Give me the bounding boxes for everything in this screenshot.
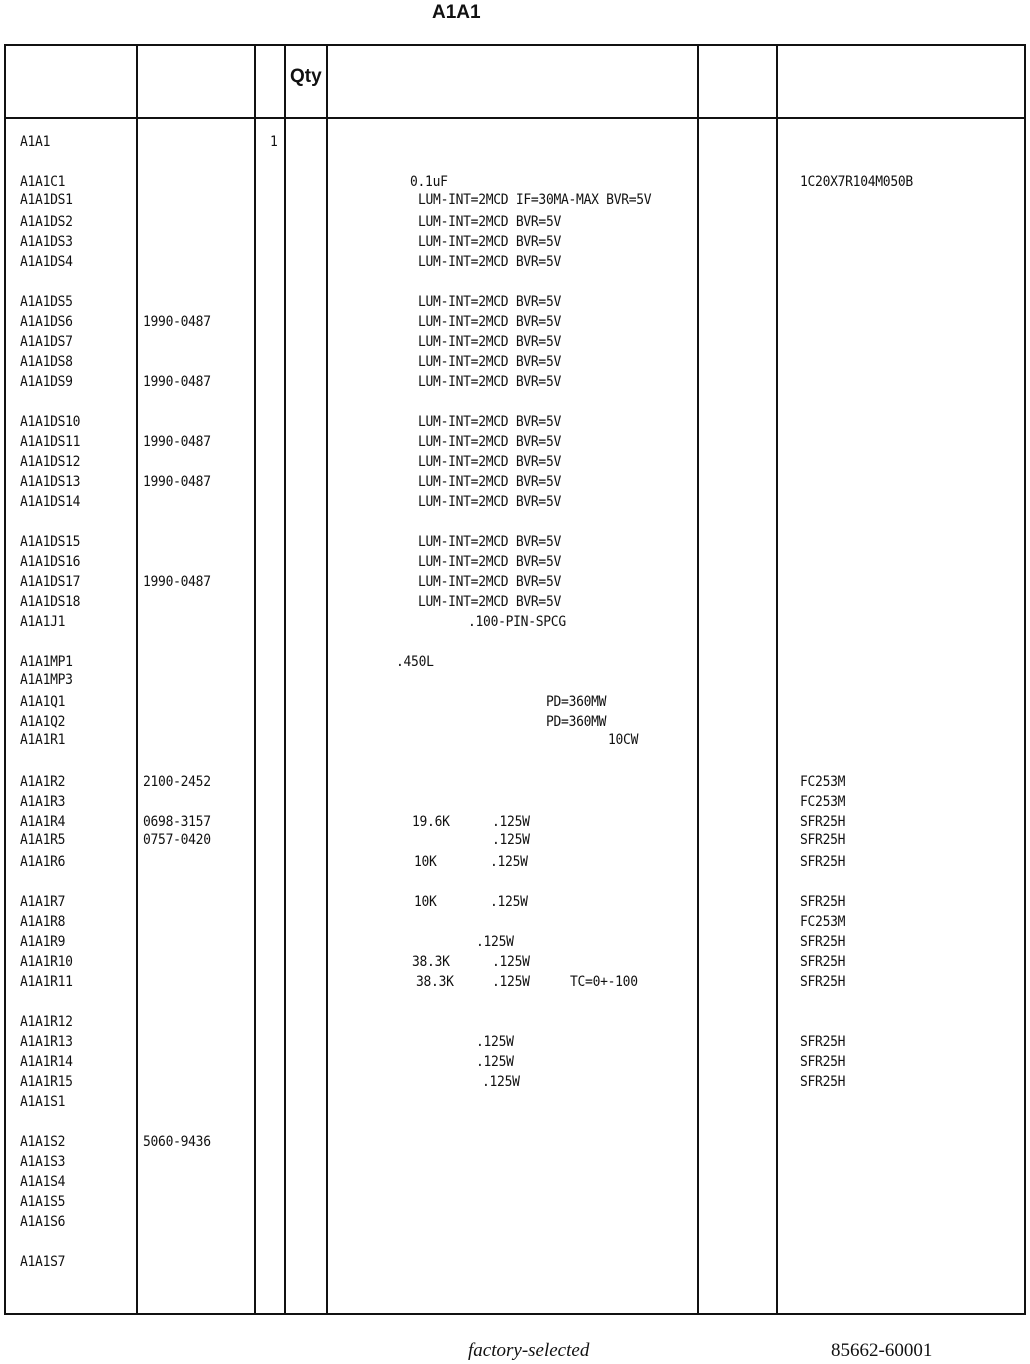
table-row bbox=[0, 831, 1030, 851]
reference-designator: A1A1DS10 bbox=[20, 414, 81, 431]
mfr-part-number: SFR25H bbox=[800, 1054, 846, 1071]
mfr-part-number: SFR25H bbox=[800, 1074, 846, 1091]
table-row bbox=[0, 453, 1030, 473]
mfr-part-number: FC253M bbox=[800, 774, 846, 791]
reference-designator: A1A1DS2 bbox=[20, 214, 73, 231]
mfr-part-number: SFR25H bbox=[800, 814, 846, 831]
reference-designator: A1A1DS1 bbox=[20, 192, 73, 209]
table-row bbox=[0, 1013, 1030, 1033]
reference-designator: A1A1R7 bbox=[20, 894, 66, 911]
reference-designator: A1A1R13 bbox=[20, 1034, 73, 1051]
reference-designator: A1A1DS6 bbox=[20, 314, 73, 331]
table-row bbox=[0, 773, 1030, 793]
table-row bbox=[0, 253, 1030, 273]
description-text: .100-PIN-SPCG bbox=[468, 614, 566, 631]
table-row bbox=[0, 533, 1030, 553]
description-text: .125W bbox=[492, 954, 530, 971]
description-text: LUM-INT=2MCD BVR=5V bbox=[418, 414, 562, 431]
description-text: 38.3K bbox=[412, 954, 450, 971]
reference-designator: A1A1R9 bbox=[20, 934, 66, 951]
description-text: LUM-INT=2MCD BVR=5V bbox=[418, 354, 562, 371]
reference-designator: A1A1R8 bbox=[20, 914, 66, 931]
reference-designator: A1A1DS12 bbox=[20, 454, 81, 471]
table-top-border bbox=[4, 44, 1026, 46]
description-text: LUM-INT=2MCD BVR=5V bbox=[418, 474, 562, 491]
table-row bbox=[0, 1213, 1030, 1233]
mfr-part-number: SFR25H bbox=[800, 894, 846, 911]
quantity: 1 bbox=[270, 134, 278, 151]
table-row bbox=[0, 191, 1030, 211]
table-row bbox=[0, 133, 1030, 153]
reference-designator: A1A1DS18 bbox=[20, 594, 81, 611]
table-row bbox=[0, 293, 1030, 313]
description-text: LUM-INT=2MCD BVR=5V bbox=[418, 434, 562, 451]
description-text: LUM-INT=2MCD IF=30MA-MAX BVR=5V bbox=[418, 192, 652, 209]
description-text: LUM-INT=2MCD BVR=5V bbox=[418, 374, 562, 391]
table-row bbox=[0, 653, 1030, 673]
table-row bbox=[0, 373, 1030, 393]
mfr-part-number: SFR25H bbox=[800, 934, 846, 951]
description-text: .125W bbox=[492, 832, 530, 849]
table-row bbox=[0, 853, 1030, 873]
reference-designator: A1A1R10 bbox=[20, 954, 73, 971]
description-text: .125W bbox=[476, 1034, 514, 1051]
qty-column-header: Qty bbox=[290, 66, 322, 87]
description-text: TC=0+-100 bbox=[570, 974, 638, 991]
description-text: LUM-INT=2MCD BVR=5V bbox=[418, 494, 562, 511]
table-row bbox=[0, 693, 1030, 713]
table-row bbox=[0, 1153, 1030, 1173]
reference-designator: A1A1S6 bbox=[20, 1214, 66, 1231]
description-text: 10K bbox=[414, 854, 437, 871]
description-text: LUM-INT=2MCD BVR=5V bbox=[418, 294, 562, 311]
part-number: 5060-9436 bbox=[143, 1134, 211, 1151]
reference-designator: A1A1S7 bbox=[20, 1254, 66, 1271]
reference-designator: A1A1MP3 bbox=[20, 672, 73, 689]
description-text: PD=360MW bbox=[546, 694, 607, 711]
document-number: 85662-60001 bbox=[831, 1340, 933, 1361]
reference-designator: A1A1DS9 bbox=[20, 374, 73, 391]
reference-designator: A1A1 bbox=[20, 134, 51, 151]
table-row bbox=[0, 1193, 1030, 1213]
description-text: LUM-INT=2MCD BVR=5V bbox=[418, 554, 562, 571]
reference-designator: A1A1C1 bbox=[20, 174, 66, 191]
table-row bbox=[0, 913, 1030, 933]
mfr-part-number: 1C20X7R104M050B bbox=[800, 174, 913, 191]
reference-designator: A1A1R4 bbox=[20, 814, 66, 831]
reference-designator: A1A1DS11 bbox=[20, 434, 81, 451]
description-text: 19.6K bbox=[412, 814, 450, 831]
table-row bbox=[0, 1093, 1030, 1113]
part-number: 0757-0420 bbox=[143, 832, 211, 849]
table-row bbox=[0, 313, 1030, 333]
reference-designator: A1A1S4 bbox=[20, 1174, 66, 1191]
table-row bbox=[0, 1073, 1030, 1093]
table-bottom-border bbox=[4, 1313, 1026, 1315]
reference-designator: A1A1S2 bbox=[20, 1134, 66, 1151]
description-text: .125W bbox=[490, 894, 528, 911]
table-row bbox=[0, 1033, 1030, 1053]
mfr-part-number: SFR25H bbox=[800, 832, 846, 849]
description-text: PD=360MW bbox=[546, 714, 607, 731]
table-row bbox=[0, 613, 1030, 633]
reference-designator: A1A1R5 bbox=[20, 832, 66, 849]
table-row bbox=[0, 1173, 1030, 1193]
mfr-part-number: FC253M bbox=[800, 794, 846, 811]
table-row bbox=[0, 713, 1030, 733]
description-text: 38.3K bbox=[416, 974, 454, 991]
table-row bbox=[0, 893, 1030, 913]
reference-designator: A1A1Q1 bbox=[20, 694, 66, 711]
description-text: .125W bbox=[476, 1054, 514, 1071]
table-row bbox=[0, 413, 1030, 433]
description-text: LUM-INT=2MCD BVR=5V bbox=[418, 334, 562, 351]
part-number: 0698-3157 bbox=[143, 814, 211, 831]
reference-designator: A1A1R3 bbox=[20, 794, 66, 811]
footer-note: factory-selected bbox=[468, 1340, 590, 1361]
part-number: 1990-0487 bbox=[143, 434, 211, 451]
reference-designator: A1A1DS8 bbox=[20, 354, 73, 371]
table-row bbox=[0, 473, 1030, 493]
table-row bbox=[0, 1053, 1030, 1073]
mfr-part-number: FC253M bbox=[800, 914, 846, 931]
description-text: .450L bbox=[396, 654, 434, 671]
reference-designator: A1A1S1 bbox=[20, 1094, 66, 1111]
mfr-part-number: SFR25H bbox=[800, 954, 846, 971]
description-text: LUM-INT=2MCD BVR=5V bbox=[418, 314, 562, 331]
table-row bbox=[0, 593, 1030, 613]
description-text: LUM-INT=2MCD BVR=5V bbox=[418, 594, 562, 611]
table-row bbox=[0, 553, 1030, 573]
reference-designator: A1A1DS15 bbox=[20, 534, 81, 551]
mfr-part-number: SFR25H bbox=[800, 854, 846, 871]
reference-designator: A1A1DS14 bbox=[20, 494, 81, 511]
reference-designator: A1A1R2 bbox=[20, 774, 66, 791]
table-row bbox=[0, 1133, 1030, 1153]
reference-designator: A1A1R14 bbox=[20, 1054, 73, 1071]
reference-designator: A1A1DS16 bbox=[20, 554, 81, 571]
reference-designator: A1A1DS5 bbox=[20, 294, 73, 311]
reference-designator: A1A1R15 bbox=[20, 1074, 73, 1091]
table-row bbox=[0, 233, 1030, 253]
description-text: 10K bbox=[414, 894, 437, 911]
part-number: 1990-0487 bbox=[143, 574, 211, 591]
table-row bbox=[0, 433, 1030, 453]
table-row bbox=[0, 953, 1030, 973]
page-title: A1A1 bbox=[432, 2, 481, 23]
reference-designator: A1A1DS13 bbox=[20, 474, 81, 491]
part-number: 1990-0487 bbox=[143, 474, 211, 491]
description-text: .125W bbox=[492, 814, 530, 831]
reference-designator: A1A1R1 bbox=[20, 732, 66, 749]
description-text: LUM-INT=2MCD BVR=5V bbox=[418, 454, 562, 471]
description-text: .125W bbox=[476, 934, 514, 951]
description-text: LUM-INT=2MCD BVR=5V bbox=[418, 214, 562, 231]
mfr-part-number: SFR25H bbox=[800, 974, 846, 991]
table-row bbox=[0, 573, 1030, 593]
reference-designator: A1A1DS17 bbox=[20, 574, 81, 591]
description-text: LUM-INT=2MCD BVR=5V bbox=[418, 574, 562, 591]
description-text: LUM-INT=2MCD BVR=5V bbox=[418, 254, 562, 271]
reference-designator: A1A1R12 bbox=[20, 1014, 73, 1031]
part-number: 1990-0487 bbox=[143, 374, 211, 391]
description-text: .125W bbox=[482, 1074, 520, 1091]
part-number: 2100-2452 bbox=[143, 774, 211, 791]
table-row bbox=[0, 213, 1030, 233]
table-row bbox=[0, 493, 1030, 513]
table-row bbox=[0, 793, 1030, 813]
table-row bbox=[0, 333, 1030, 353]
reference-designator: A1A1R6 bbox=[20, 854, 66, 871]
table-row bbox=[0, 671, 1030, 691]
reference-designator: A1A1DS3 bbox=[20, 234, 73, 251]
part-number: 1990-0487 bbox=[143, 314, 211, 331]
reference-designator: A1A1S5 bbox=[20, 1194, 66, 1211]
table-row bbox=[0, 353, 1030, 373]
description-text: LUM-INT=2MCD BVR=5V bbox=[418, 534, 562, 551]
description-text: LUM-INT=2MCD BVR=5V bbox=[418, 234, 562, 251]
reference-designator: A1A1J1 bbox=[20, 614, 66, 631]
table-row bbox=[0, 1253, 1030, 1273]
description-text: 10CW bbox=[608, 732, 639, 749]
reference-designator: A1A1S3 bbox=[20, 1154, 66, 1171]
mfr-part-number: SFR25H bbox=[800, 1034, 846, 1051]
description-text: 0.1uF bbox=[410, 174, 448, 191]
table-row bbox=[0, 933, 1030, 953]
reference-designator: A1A1R11 bbox=[20, 974, 73, 991]
description-text: .125W bbox=[492, 974, 530, 991]
reference-designator: A1A1MP1 bbox=[20, 654, 73, 671]
table-row bbox=[0, 973, 1030, 993]
reference-designator: A1A1DS7 bbox=[20, 334, 73, 351]
header-bottom-border bbox=[4, 117, 1026, 119]
reference-designator: A1A1Q2 bbox=[20, 714, 66, 731]
table-row bbox=[0, 731, 1030, 751]
reference-designator: A1A1DS4 bbox=[20, 254, 73, 271]
description-text: .125W bbox=[490, 854, 528, 871]
